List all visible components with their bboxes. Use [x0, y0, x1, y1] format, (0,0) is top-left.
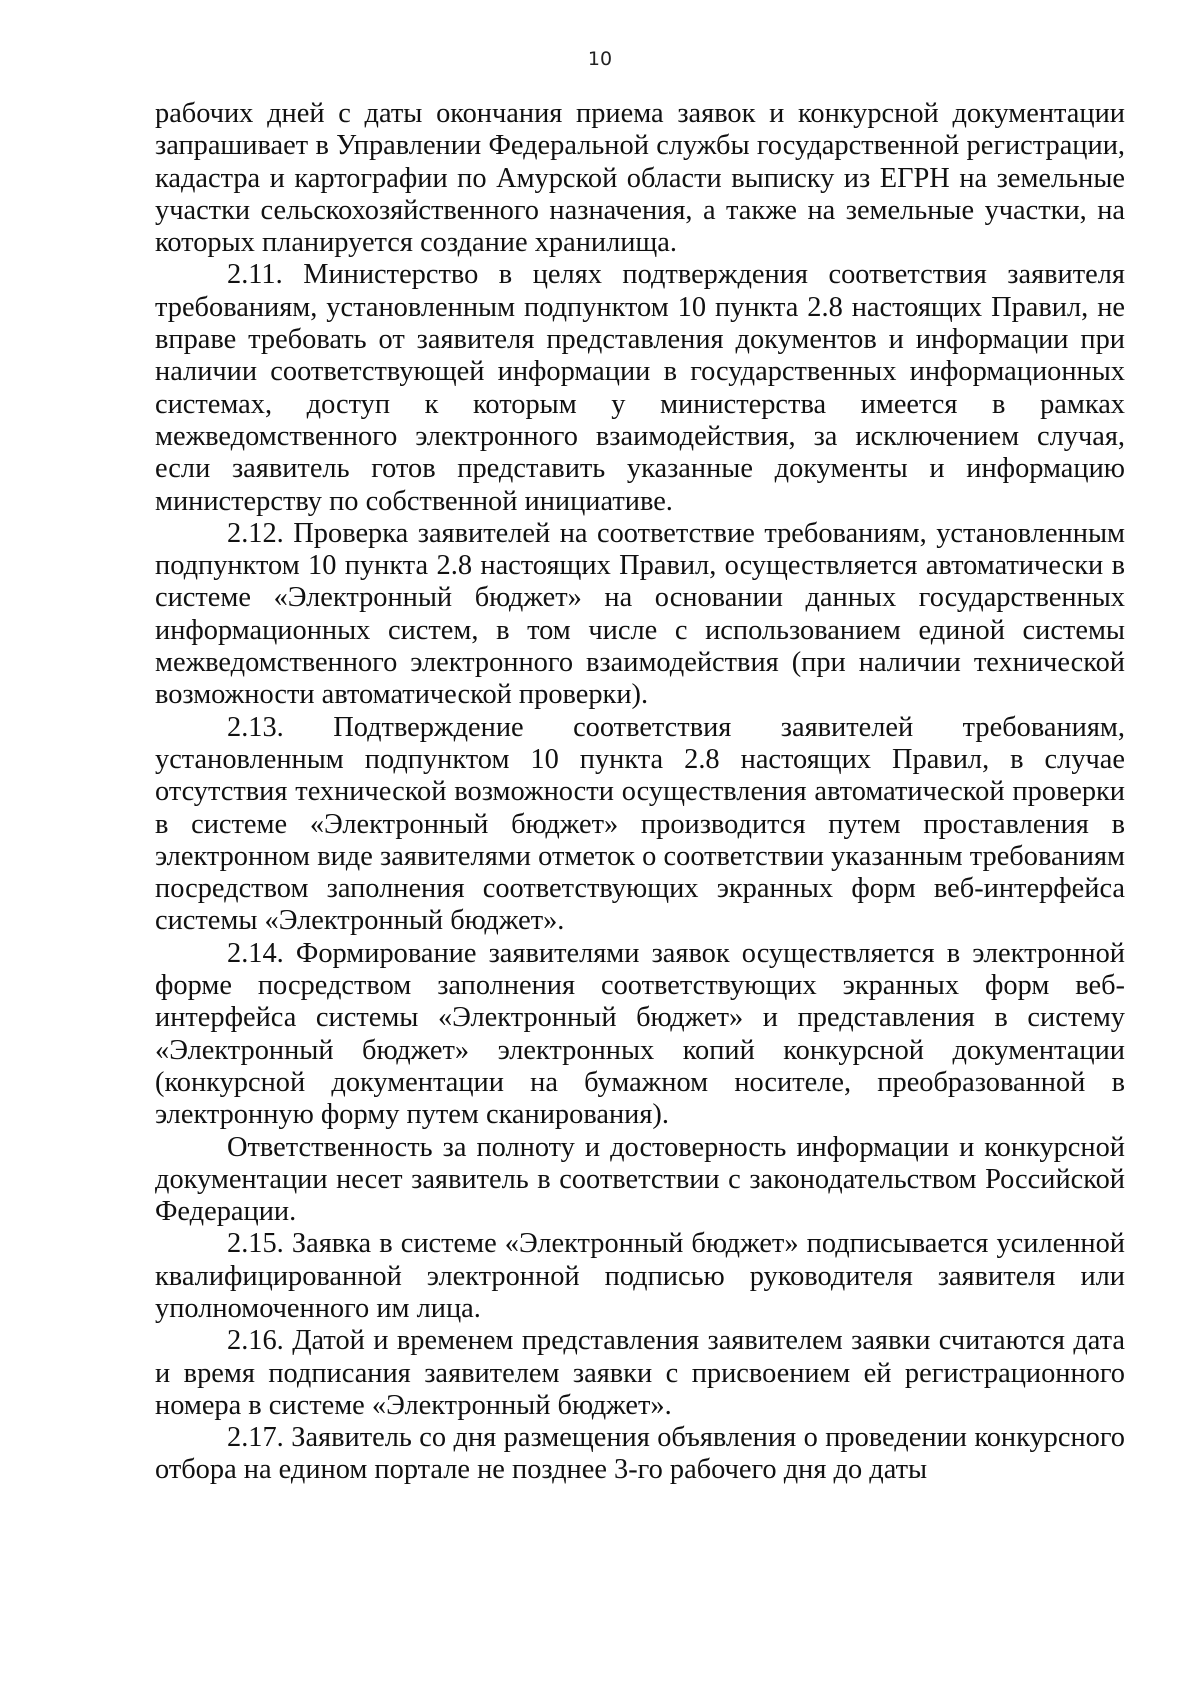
- paragraph-2-17: 2.17. Заявитель со дня размещения объявления о проведении конкурсного отбора на едином портале не позднее 3-го рабочего дня до даты: [155, 1422, 1125, 1486]
- paragraph-2-13: 2.13. Подтверждение соответствия заявителей требованиям, установленным подпунктом 10 пункта 2.8 настоящих Правил, в случае отсутствия технической возможности осуществления автоматической проверки в системе «Электронный бюджет» производится путем проставления в электронном виде заявителями отметок о соответствии указанным требованиям посредством заполнения соответствующих экранных форм веб-интерфейса системы «Электронный бюджет».: [155, 711, 1125, 937]
- page-number: 10: [587, 48, 613, 70]
- paragraph-2-11: 2.11. Министерство в целях подтверждения соответствия заявителя требованиям, установленным подпунктом 10 пункта 2.8 настоящих Правил, не вправе требовать от заявителя представления документов и информации при наличии соответствующей информации в государственных информационных системах, доступ к которым у министерства имеется в рамках межведомственного электронного взаимодействия, за исключением случая, если заявитель готов представить указанные документы и информацию министерству по собственной инициативе.: [155, 259, 1125, 517]
- paragraph-continuation: рабочих дней с даты окончания приема заявок и конкурсной документации запрашивает в Управлении Федеральной службы государственной регистрации, кадастра и картографии по Амурской области выписку из ЕГРН на земельные участки сельскохозяйственного назначения, а также на земельные участки, на которых планируется создание хранилища.: [155, 98, 1125, 259]
- paragraph-responsibility: Ответственность за полноту и достоверность информации и конкурсной документации несет заявитель в соответствии с законодательством Российской Федерации.: [155, 1131, 1125, 1228]
- paragraph-2-15: 2.15. Заявка в системе «Электронный бюджет» подписывается усиленной квалифицированной электронной подписью руководителя заявителя или уполномоченного им лица.: [155, 1228, 1125, 1324]
- document-body: [155, 98, 1125, 1487]
- paragraph-2-14: 2.14. Формирование заявителями заявок осуществляется в электронной форме посредством заполнения соответствующих экранных форм веб-интерфейса системы «Электронный бюджет» и представления в систему «Электронный бюджет» электронных копий конкурсной документации (конкурсной документации на бумажном носителе, преобразованной в электронную форму путем сканирования).: [155, 937, 1125, 1131]
- paragraph-2-12: 2.12. Проверка заявителей на соответствие требованиям, установленным подпунктом 10 пункта 2.8 настоящих Правил, осуществляется автоматически в системе «Электронный бюджет» на основании данных государственных информационных систем, в том числе с использованием единой системы межведомственного электронного взаимодействия (при наличии технической возможности автоматической проверки).: [155, 517, 1125, 711]
- paragraph-2-16: 2.16. Датой и временем представления заявителем заявки считаются дата и время подписания заявителем заявки с присвоением ей регистрационного номера в системе «Электронный бюджет».: [155, 1325, 1125, 1421]
